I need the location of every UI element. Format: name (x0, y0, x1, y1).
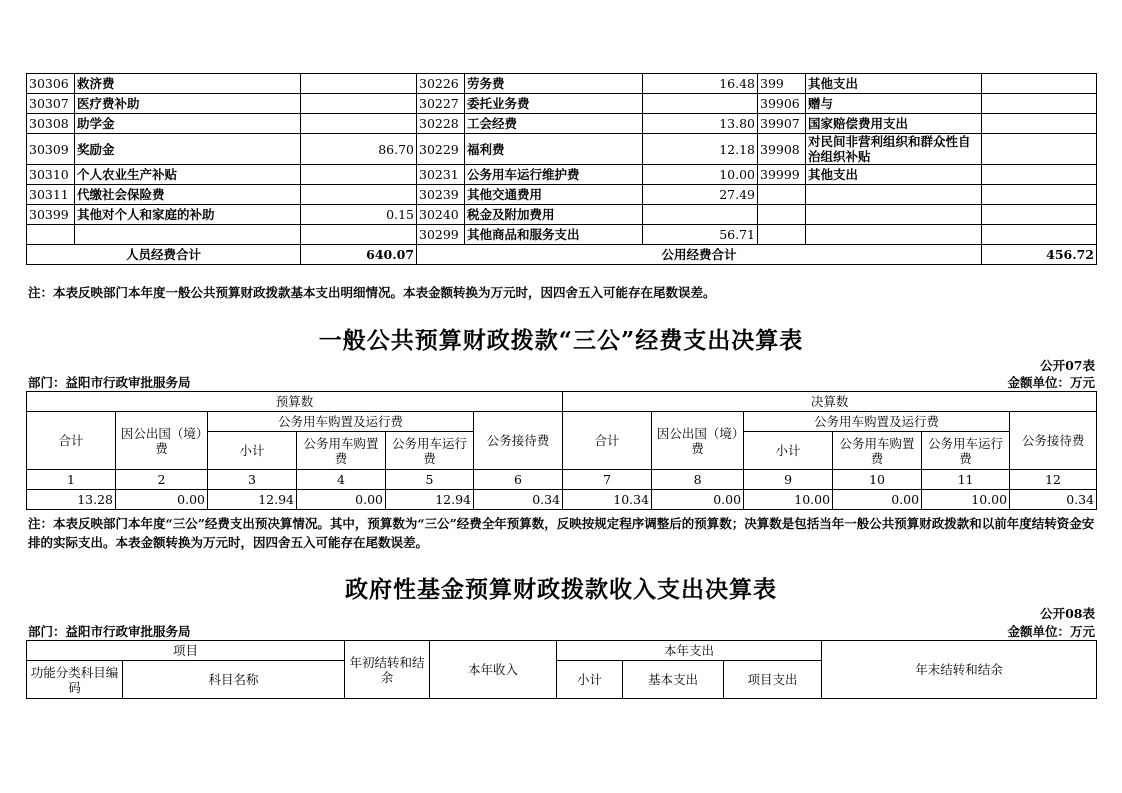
table2-department: 部门：益阳市行政审批服务局 (28, 375, 191, 390)
value-row (27, 490, 1097, 510)
amount (301, 165, 417, 185)
final-car-operation-header: 公务用车运行费 (922, 432, 1010, 470)
econ-code: 30240 (417, 205, 465, 225)
public-total-value: 456.72 (982, 245, 1097, 265)
econ-name: 个人农业生产补贴 (75, 165, 301, 185)
three-public-expense-table (26, 391, 1097, 510)
table-row (27, 165, 1097, 185)
amount (301, 74, 417, 94)
income-header: 本年收入 (430, 641, 557, 699)
totals-row (27, 245, 1097, 265)
amount: 10.00 (643, 165, 758, 185)
amount: 86.70 (301, 134, 417, 165)
final-reception-header: 公务接待费 (1010, 412, 1097, 470)
amount (982, 205, 1097, 225)
column-number: 12 (1010, 470, 1097, 490)
amount-cell: 0.34 (474, 490, 563, 510)
budget-reception-header: 公务接待费 (474, 412, 563, 470)
table3-code: 公开08表 (1040, 606, 1095, 621)
econ-name: 其他商品和服务支出 (465, 225, 643, 245)
amount-cell: 13.28 (27, 490, 116, 510)
amount: 27.49 (643, 185, 758, 205)
econ-code: 30309 (27, 134, 75, 165)
econ-name: 其他支出 (806, 74, 982, 94)
econ-name: 劳务费 (465, 74, 643, 94)
budget-header: 预算数 (27, 392, 563, 412)
econ-name: 奖励金 (75, 134, 301, 165)
amount-cell: 12.94 (208, 490, 297, 510)
final-total-header: 合计 (563, 412, 652, 470)
table-row (27, 205, 1097, 225)
table3-unit: 金额单位：万元 (1007, 624, 1095, 639)
amount (982, 185, 1097, 205)
func-code-header: 功能分类科目编码 (27, 661, 123, 699)
amount-cell: 0.00 (116, 490, 208, 510)
table-row (27, 225, 1097, 245)
column-number: 5 (386, 470, 474, 490)
final-abroad-header: 因公出国（境）费 (652, 412, 744, 470)
column-number: 8 (652, 470, 744, 490)
header-row-1 (27, 392, 1097, 412)
carry-end-header: 年末结转和结余 (822, 641, 1097, 699)
econ-code: 30231 (417, 165, 465, 185)
amount (982, 74, 1097, 94)
econ-code: 30306 (27, 74, 75, 94)
basic-expense-header: 基本支出 (623, 661, 724, 699)
basic-expense-detail-table (26, 73, 1097, 265)
budget-abroad-header: 因公出国（境）费 (116, 412, 208, 470)
amount (301, 185, 417, 205)
econ-code: 30310 (27, 165, 75, 185)
gov-fund-table (26, 640, 1097, 699)
table2-code: 公开07表 (1040, 358, 1095, 373)
amount-cell: 10.34 (563, 490, 652, 510)
table-row (27, 185, 1097, 205)
econ-code: 30228 (417, 114, 465, 134)
amount-cell: 0.00 (652, 490, 744, 510)
personnel-total-label: 人员经费合计 (27, 245, 301, 265)
econ-name: 赠与 (806, 94, 982, 114)
econ-code: 30227 (417, 94, 465, 114)
econ-name: 代缴社会保险费 (75, 185, 301, 205)
amount-cell: 10.00 (744, 490, 833, 510)
amount (982, 114, 1097, 134)
amount-cell: 10.00 (922, 490, 1010, 510)
header-row-2 (27, 412, 1097, 432)
public-total-label: 公用经费合计 (417, 245, 982, 265)
table-row (27, 74, 1097, 94)
econ-name: 工会经费 (465, 114, 643, 134)
final-header: 决算数 (563, 392, 1097, 412)
econ-name: 其他支出 (806, 165, 982, 185)
econ-name: 公务用车运行维护费 (465, 165, 643, 185)
column-number: 2 (116, 470, 208, 490)
econ-name (806, 225, 982, 245)
econ-code: 399 (758, 74, 806, 94)
budget-car-purchase-header: 公务用车购置费 (297, 432, 386, 470)
econ-code: 30239 (417, 185, 465, 205)
budget-car-operation-header: 公务用车运行费 (386, 432, 474, 470)
econ-code: 30299 (417, 225, 465, 245)
econ-code (758, 185, 806, 205)
econ-name: 其他对个人和家庭的补助 (75, 205, 301, 225)
column-number: 9 (744, 470, 833, 490)
table3-title: 政府性基金预算财政拨款收入支出决算表 (345, 576, 777, 603)
econ-name (806, 185, 982, 205)
table2-unit: 金额单位：万元 (1007, 375, 1095, 390)
column-number: 4 (297, 470, 386, 490)
budget-total-header: 合计 (27, 412, 116, 470)
amount (982, 165, 1097, 185)
econ-name: 对民间非营利组织和群众性自治组织补贴 (806, 134, 982, 165)
econ-name: 国家赔偿费用支出 (806, 114, 982, 134)
column-number-row (27, 470, 1097, 490)
amount (301, 94, 417, 114)
header-row-1 (27, 641, 1097, 661)
table-row (27, 94, 1097, 114)
econ-name: 助学金 (75, 114, 301, 134)
econ-name: 其他交通费用 (465, 185, 643, 205)
column-number: 7 (563, 470, 652, 490)
econ-code: 30307 (27, 94, 75, 114)
econ-code: 30399 (27, 205, 75, 225)
amount (301, 225, 417, 245)
final-subtotal-header: 小计 (744, 432, 833, 470)
econ-code: 30226 (417, 74, 465, 94)
amount: 12.18 (643, 134, 758, 165)
econ-name: 福利费 (465, 134, 643, 165)
final-car-purchase-header: 公务用车购置费 (833, 432, 922, 470)
amount: 13.80 (643, 114, 758, 134)
amount (982, 225, 1097, 245)
econ-code (758, 225, 806, 245)
amount (643, 205, 758, 225)
econ-name (75, 225, 301, 245)
amount-cell: 0.00 (297, 490, 386, 510)
carry-begin-header: 年初结转和结余 (345, 641, 430, 699)
econ-code: 30308 (27, 114, 75, 134)
amount (301, 114, 417, 134)
amount (982, 134, 1097, 165)
column-number: 3 (208, 470, 297, 490)
table-row (27, 134, 1097, 165)
column-number: 10 (833, 470, 922, 490)
table2-title: 一般公共预算财政拨款“三公”经费支出决算表 (318, 327, 804, 354)
econ-name: 医疗费补助 (75, 94, 301, 114)
table3-department: 部门：益阳市行政审批服务局 (28, 624, 191, 639)
personnel-total-value: 640.07 (301, 245, 417, 265)
column-number: 1 (27, 470, 116, 490)
subject-name-header: 科目名称 (123, 661, 345, 699)
project-expense-header: 项目支出 (724, 661, 822, 699)
table2-note: 注：本表反映部门本年度“三公”经费支出预决算情况。其中，预算数为“三公”经费全年预算数，反映按规定程序调整后的预算数；决算数是包括当年一般公共预算财政拨款和以前年度结转资金安排的实际支出。本表金额转换为万元时，因四舍五入可能存在尾数误差。 (28, 516, 1095, 550)
econ-name: 委托业务费 (465, 94, 643, 114)
column-number: 6 (474, 470, 563, 490)
econ-code (27, 225, 75, 245)
econ-code (758, 205, 806, 225)
final-car-group-header: 公务用车购置及运行费 (744, 412, 1010, 432)
amount: 0.15 (301, 205, 417, 225)
table1-note: 注：本表反映部门本年度一般公共预算财政拨款基本支出明细情况。本表金额转换为万元时，因四舍五入可能存在尾数误差。 (28, 285, 716, 300)
amount: 16.48 (643, 74, 758, 94)
amount (982, 94, 1097, 114)
amount-cell: 0.00 (833, 490, 922, 510)
expense-subtotal-header: 小计 (557, 661, 623, 699)
expense-header: 本年支出 (557, 641, 822, 661)
table-row (27, 114, 1097, 134)
budget-subtotal-header: 小计 (208, 432, 297, 470)
econ-name: 救济费 (75, 74, 301, 94)
item-header: 项目 (27, 641, 345, 661)
column-number: 11 (922, 470, 1010, 490)
econ-code: 30311 (27, 185, 75, 205)
econ-code: 39906 (758, 94, 806, 114)
amount-cell: 0.34 (1010, 490, 1097, 510)
amount (643, 94, 758, 114)
econ-name (806, 205, 982, 225)
econ-code: 39908 (758, 134, 806, 165)
econ-name: 税金及附加费用 (465, 205, 643, 225)
econ-code: 30229 (417, 134, 465, 165)
econ-code: 39907 (758, 114, 806, 134)
budget-car-group-header: 公务用车购置及运行费 (208, 412, 474, 432)
amount-cell: 12.94 (386, 490, 474, 510)
basic-expense-detail-body (27, 74, 1097, 245)
econ-code: 39999 (758, 165, 806, 185)
amount: 56.71 (643, 225, 758, 245)
